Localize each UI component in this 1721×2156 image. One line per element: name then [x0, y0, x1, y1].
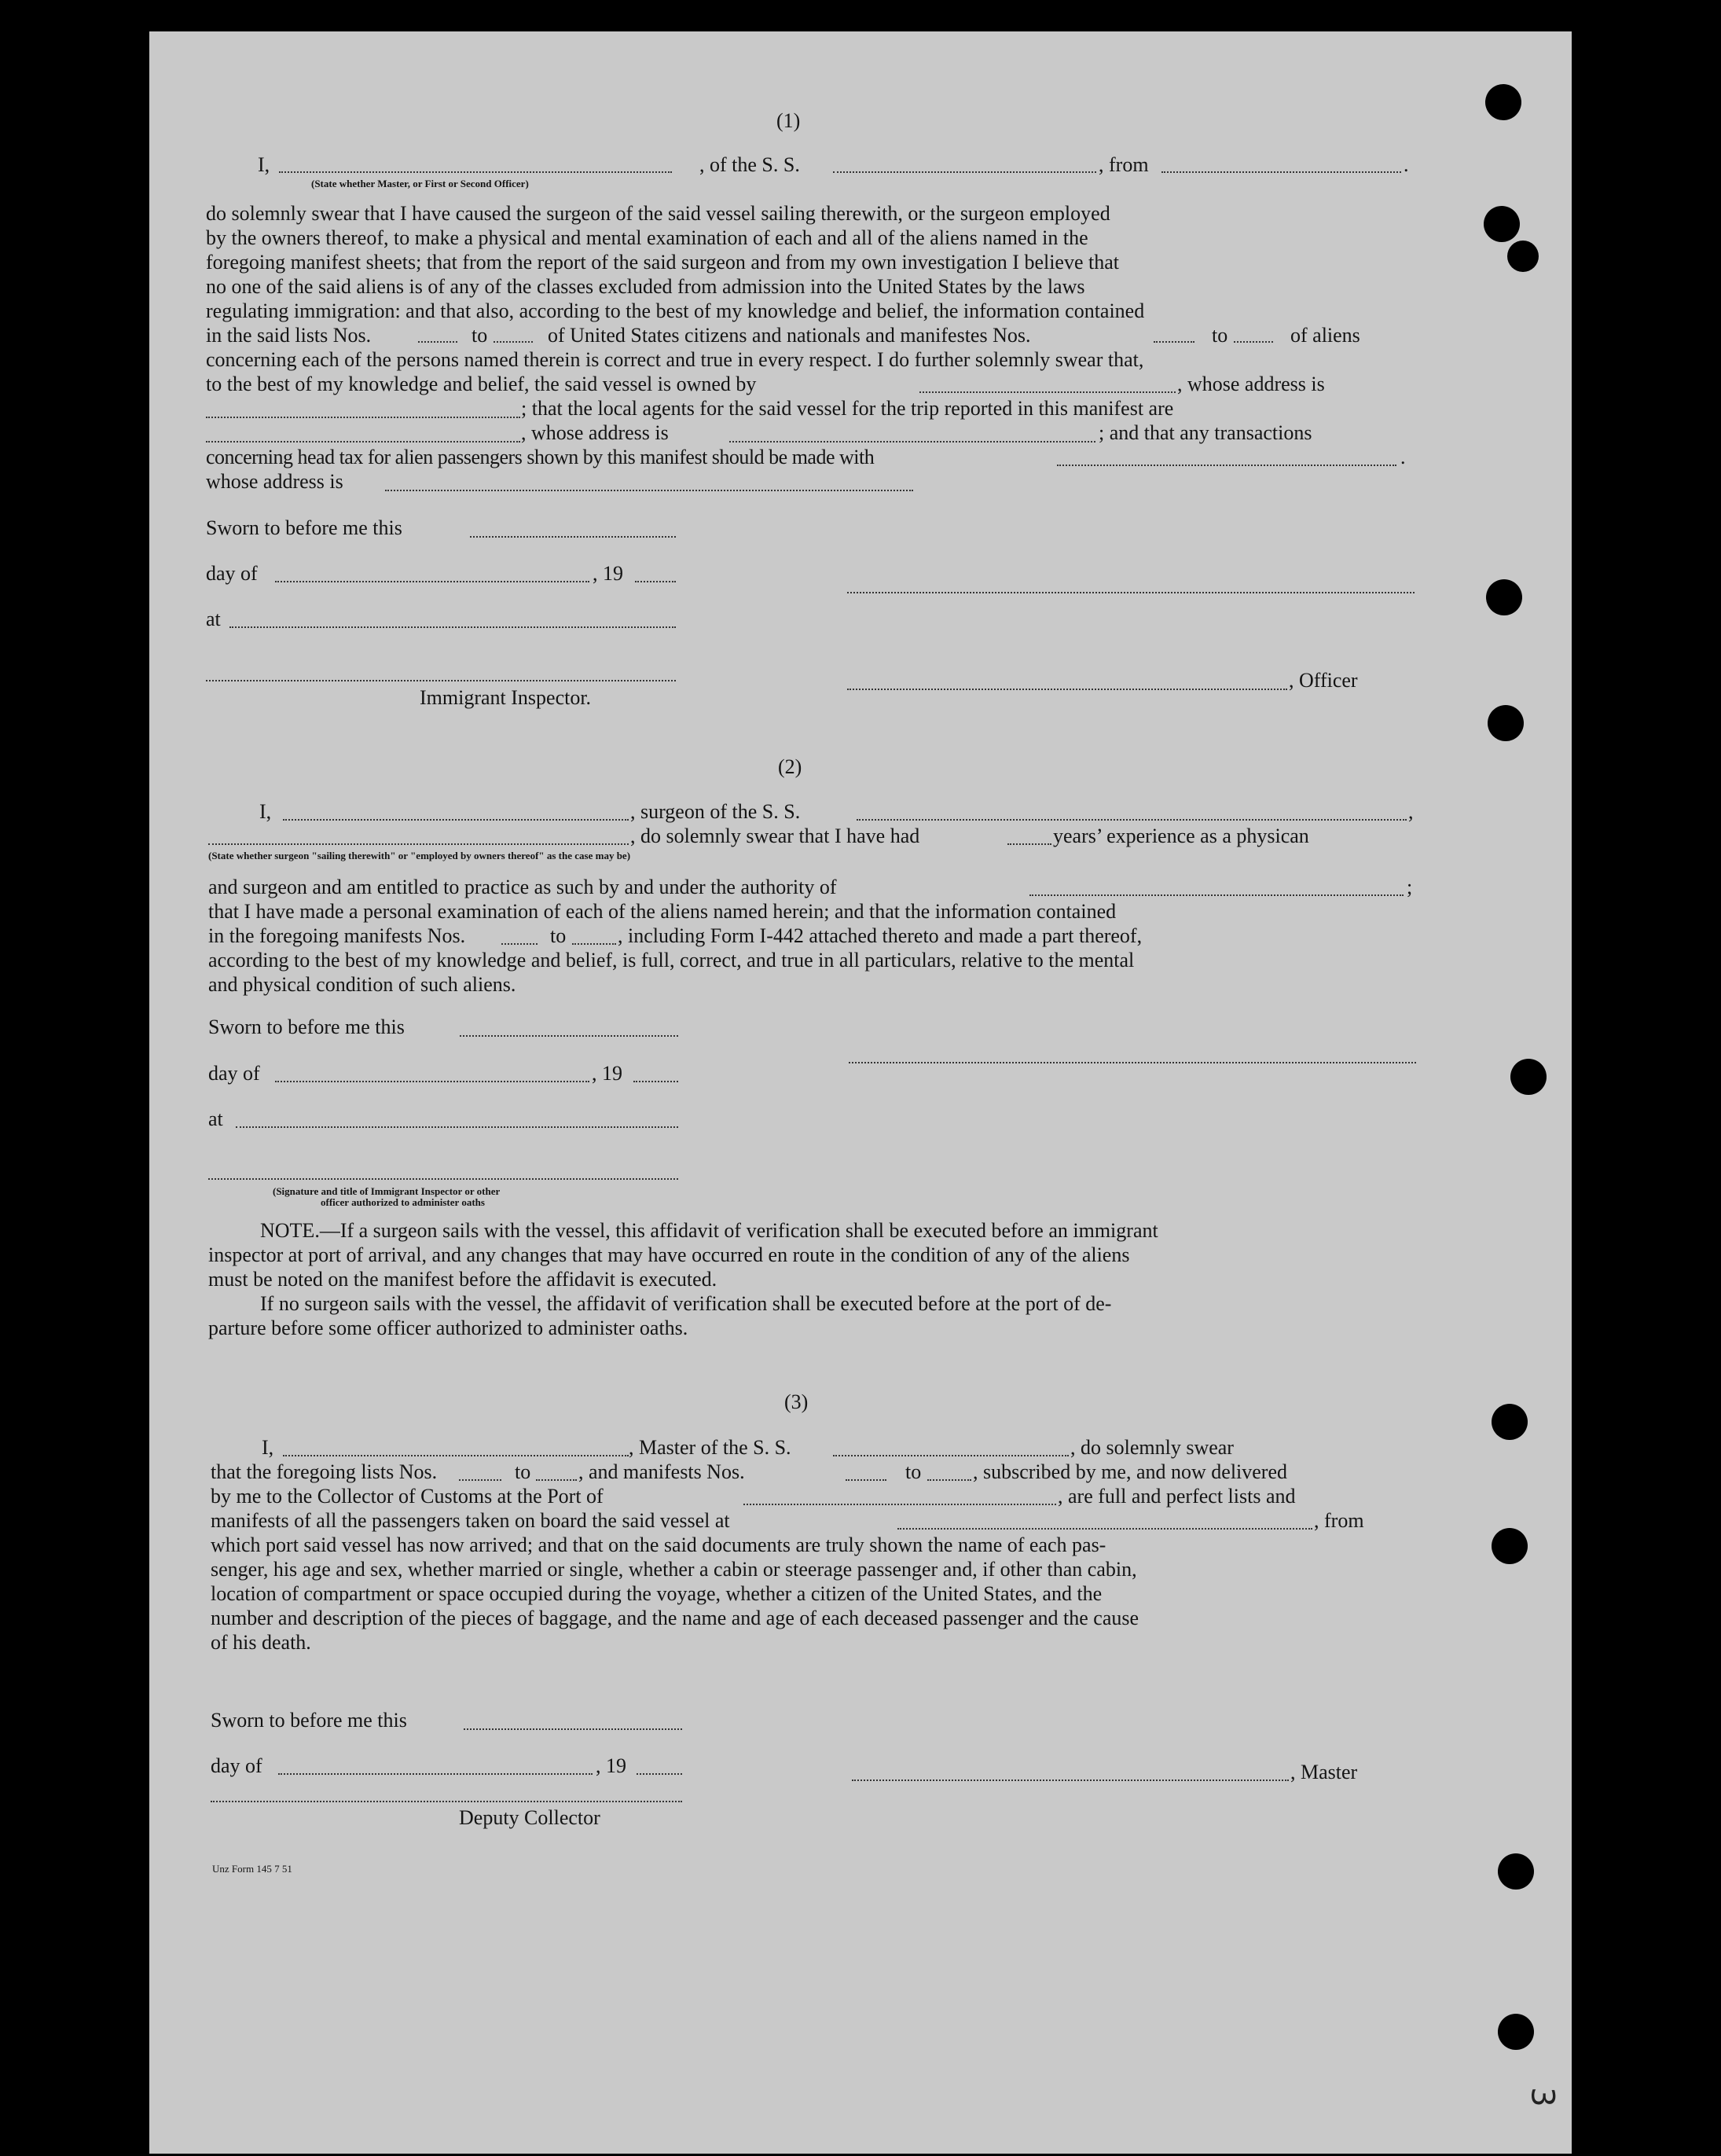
sworn-day-blank[interactable]	[464, 1728, 682, 1730]
aliens-list-from-blank[interactable]	[1154, 341, 1194, 343]
local-agents-label: ; that the local agents for the said vessel for the trip reported in this manifest are	[521, 397, 1174, 420]
officer-label: , Officer	[1289, 669, 1358, 692]
officer-caption: (State whether Master, or First or Second Officer)	[311, 178, 529, 189]
section-2-number: (2)	[778, 755, 802, 778]
body-line: regulating immigration: and that also, according to the best of my knowledge and belief, the information contained	[206, 299, 1145, 322]
punch-hole	[1510, 1059, 1547, 1095]
body-line: senger, his age and sex, whether married or single, whether a cabin or steerage passenger and, if other than cabin,	[211, 1558, 1137, 1581]
note-line: must be noted on the manifest before the affidavit is executed.	[208, 1268, 717, 1291]
surgeon-type-blank[interactable]	[208, 843, 629, 845]
month-blank[interactable]	[275, 581, 589, 582]
line-semicolon: ;	[1407, 876, 1413, 898]
master-label: , Master	[1290, 1761, 1358, 1783]
transactions-label: ; and that any transactions	[1099, 421, 1312, 444]
punch-hole	[1492, 1528, 1528, 1564]
deputy-collector-label: Deputy Collector	[459, 1806, 600, 1829]
surgeon-signature-blank[interactable]	[849, 1062, 1416, 1063]
officer-name-blank[interactable]	[279, 171, 672, 173]
body-line: concerning each of the persons named therein is correct and true in every respect. I do further solemnly swear that,	[206, 348, 1144, 371]
surgeon-of-label: , surgeon of the S. S.	[630, 800, 801, 823]
body-line: and physical condition of such aliens.	[208, 973, 516, 996]
master-signature-blank[interactable]	[852, 1780, 1289, 1781]
citizens-list-from-blank[interactable]	[418, 341, 457, 343]
vessel-name-blank[interactable]	[833, 171, 1096, 173]
manifests-label: in the foregoing manifests Nos.	[208, 924, 466, 947]
collector-label: by me to the Collector of Customs at the Port of	[211, 1485, 604, 1508]
line-comma: ,	[1408, 800, 1414, 823]
body-line: location of compartment or space occupied during the voyage, whether a citizen of the United States, and the	[211, 1582, 1103, 1605]
note-line: parture before some officer authorized to administer oaths.	[208, 1317, 688, 1339]
citizens-label: of United States citizens and nationals and manifestes Nos.	[548, 324, 1031, 347]
month-blank[interactable]	[278, 1773, 593, 1775]
form-page	[149, 31, 1572, 2154]
at-label: at	[206, 608, 221, 630]
day-of-label: day of	[208, 1062, 260, 1085]
section-3-body	[211, 1533, 1418, 1655]
sworn-label: Sworn to before me this	[208, 1016, 405, 1038]
punch-hole	[1484, 206, 1520, 242]
years-blank[interactable]	[1007, 843, 1051, 845]
vessel-name-blank[interactable]	[833, 1455, 1069, 1456]
punch-hole	[1492, 1404, 1528, 1440]
from-label: , from	[1314, 1509, 1364, 1532]
owner-address-blank[interactable]	[206, 417, 520, 418]
swear-label: , do solemnly swear	[1070, 1436, 1234, 1459]
official-signature-blank[interactable]	[208, 1178, 678, 1180]
citizens-list-to-blank[interactable]	[494, 341, 533, 343]
lists-label: in the said lists Nos.	[206, 324, 372, 347]
margin-handwritten-mark: 3	[1524, 2087, 1561, 2107]
whose-address-label: , whose address is	[1177, 373, 1325, 395]
subscribed-label: , subscribed by me, and now delivered	[973, 1460, 1288, 1483]
body-line: of his death.	[211, 1631, 311, 1654]
year-label: , 19	[596, 1754, 626, 1777]
year-label: , 19	[592, 1062, 622, 1085]
day-of-label: day of	[211, 1754, 262, 1777]
whose-address-label: , whose address is	[521, 421, 669, 444]
body-line: by the owners thereof, to make a physical and mental examination of each and all of the aliens named in the	[206, 226, 1088, 249]
punch-hole	[1488, 705, 1524, 741]
boarding-port-blank[interactable]	[897, 1528, 1312, 1530]
at-place-blank[interactable]	[236, 1126, 678, 1128]
master-name-blank[interactable]	[283, 1455, 629, 1456]
from-label: , from	[1099, 153, 1149, 176]
to-label: to	[905, 1460, 922, 1483]
body-line: that I have made a personal examination of each of the aliens named herein; and that the information contained	[208, 900, 1117, 923]
officer-title-blank[interactable]	[847, 689, 1287, 690]
body-line: according to the best of my knowledge and belief, is full, correct, and true in all particulars, relative to the mental	[208, 949, 1135, 971]
year-blank[interactable]	[635, 581, 676, 582]
punch-hole	[1485, 84, 1521, 120]
officer-signature-blank[interactable]	[847, 592, 1415, 593]
to-label: to	[472, 324, 488, 347]
at-label: at	[208, 1107, 223, 1130]
manifests-to-blank[interactable]	[927, 1479, 971, 1481]
body-line: do solemnly swear that I have caused the surgeon of the said vessel sailing therewith, or the surgeon employed	[206, 202, 1110, 225]
signature-caption: (Signature and title of Immigrant Inspector or other	[273, 1185, 501, 1197]
owner-blank[interactable]	[919, 391, 1176, 393]
lists-to-blank[interactable]	[536, 1479, 577, 1481]
section-1-body	[206, 201, 1416, 323]
punch-hole	[1507, 241, 1539, 272]
section-3-i: I,	[262, 1436, 274, 1459]
aliens-label: of aliens	[1290, 324, 1360, 347]
punch-hole	[1486, 579, 1522, 615]
manifests-passengers-label: manifests of all the passengers taken on board the said vessel at	[211, 1509, 730, 1532]
authority-blank[interactable]	[1029, 894, 1404, 896]
surgeon-name-blank[interactable]	[283, 819, 629, 821]
head-tax-address-blank[interactable]	[385, 490, 913, 491]
signature-caption: officer authorized to administer oaths	[321, 1196, 485, 1208]
year-label: , 19	[593, 562, 623, 585]
swear-label: , do solemnly swear that I have had	[630, 825, 920, 847]
head-tax-label: concerning head tax for alien passengers shown by this manifest should be made with	[206, 446, 875, 468]
note-paragraph	[208, 1218, 1417, 1340]
manifests-from-blank[interactable]	[846, 1479, 886, 1481]
body-line: foregoing manifest sheets; that from the report of the said surgeon and from my own investigation I believe that	[206, 251, 1120, 274]
aliens-list-to-blank[interactable]	[1234, 341, 1273, 343]
head-tax-blank[interactable]	[1057, 465, 1396, 466]
note-line: If no surgeon sails with the vessel, the affidavit of verification shall be executed before at the port of de-	[260, 1292, 1112, 1315]
year-blank[interactable]	[633, 1081, 678, 1082]
line-period: .	[1404, 153, 1409, 176]
sworn-label: Sworn to before me this	[206, 516, 402, 539]
perfect-lists-label: , are full and perfect lists and	[1058, 1485, 1296, 1508]
sworn-label: Sworn to before me this	[211, 1709, 407, 1732]
form-number: Unz Form 145 7 51	[212, 1863, 292, 1875]
punch-hole	[1498, 2014, 1534, 2050]
to-label: to	[515, 1460, 531, 1483]
manifest-from-blank[interactable]	[501, 943, 538, 945]
sworn-day-blank[interactable]	[470, 536, 676, 538]
note-line: inspector at port of arrival, and any changes that may have occurred en route in the condition of any of the aliens	[208, 1243, 1130, 1266]
body-line: no one of the said aliens is of any of the classes excluded from admission into the United States by the laws	[206, 275, 1085, 298]
at-place-blank[interactable]	[229, 626, 676, 628]
body-line: which port said vessel has now arrived; and that on the said documents are truly shown the name of each pas-	[211, 1533, 1106, 1556]
section-1-i: I,	[258, 153, 270, 176]
month-blank[interactable]	[275, 1081, 589, 1082]
lists-label: that the foregoing lists Nos.	[211, 1460, 438, 1483]
manifest-to-blank[interactable]	[572, 943, 616, 945]
agents-address-blank[interactable]	[729, 441, 1095, 443]
form-i442-label: , including Form I-442 attached thereto and made a part thereof,	[618, 924, 1143, 947]
body-line: number and description of the pieces of baggage, and the name and age of each deceased passenger and the cause	[211, 1607, 1139, 1629]
to-label: to	[1212, 324, 1228, 347]
surgeon-caption: (State whether surgeon "sailing therewith" or "employed by owners thereof" as the case may be)	[208, 850, 631, 861]
manifests-label: , and manifests Nos.	[578, 1460, 745, 1483]
years-label: years’ experience as a physican	[1053, 825, 1309, 847]
section-3-number: (3)	[784, 1390, 809, 1413]
inspector-signature-blank[interactable]	[206, 680, 676, 681]
port-blank[interactable]	[743, 1504, 1056, 1505]
punch-hole	[1498, 1853, 1534, 1890]
inspector-label: Immigrant Inspector.	[420, 686, 592, 709]
to-label: to	[550, 924, 567, 947]
whose-address-label: whose address is	[206, 470, 343, 493]
day-of-label: day of	[206, 562, 258, 585]
from-port-blank[interactable]	[1161, 171, 1401, 173]
section-2-i: I,	[259, 800, 272, 823]
lists-from-blank[interactable]	[459, 1479, 501, 1481]
agents-blank[interactable]	[206, 441, 520, 443]
of-ss-label: , of the S. S.	[699, 153, 800, 176]
sworn-day-blank[interactable]	[460, 1035, 678, 1037]
collector-signature-blank[interactable]	[211, 1801, 682, 1802]
master-of-label: , Master of the S. S.	[629, 1436, 791, 1459]
section-1-number: (1)	[776, 109, 801, 132]
owned-by-label: to the best of my knowledge and belief, the said vessel is owned by	[206, 373, 757, 395]
line-period: .	[1400, 446, 1406, 468]
authority-label: and surgeon and am entitled to practice as such by and under the authority of	[208, 876, 837, 898]
vessel-name-blank[interactable]	[857, 819, 1407, 821]
note-line: NOTE.—If a surgeon sails with the vessel, this affidavit of verification shall be executed before an immigrant	[260, 1219, 1158, 1242]
year-blank[interactable]	[637, 1773, 682, 1775]
